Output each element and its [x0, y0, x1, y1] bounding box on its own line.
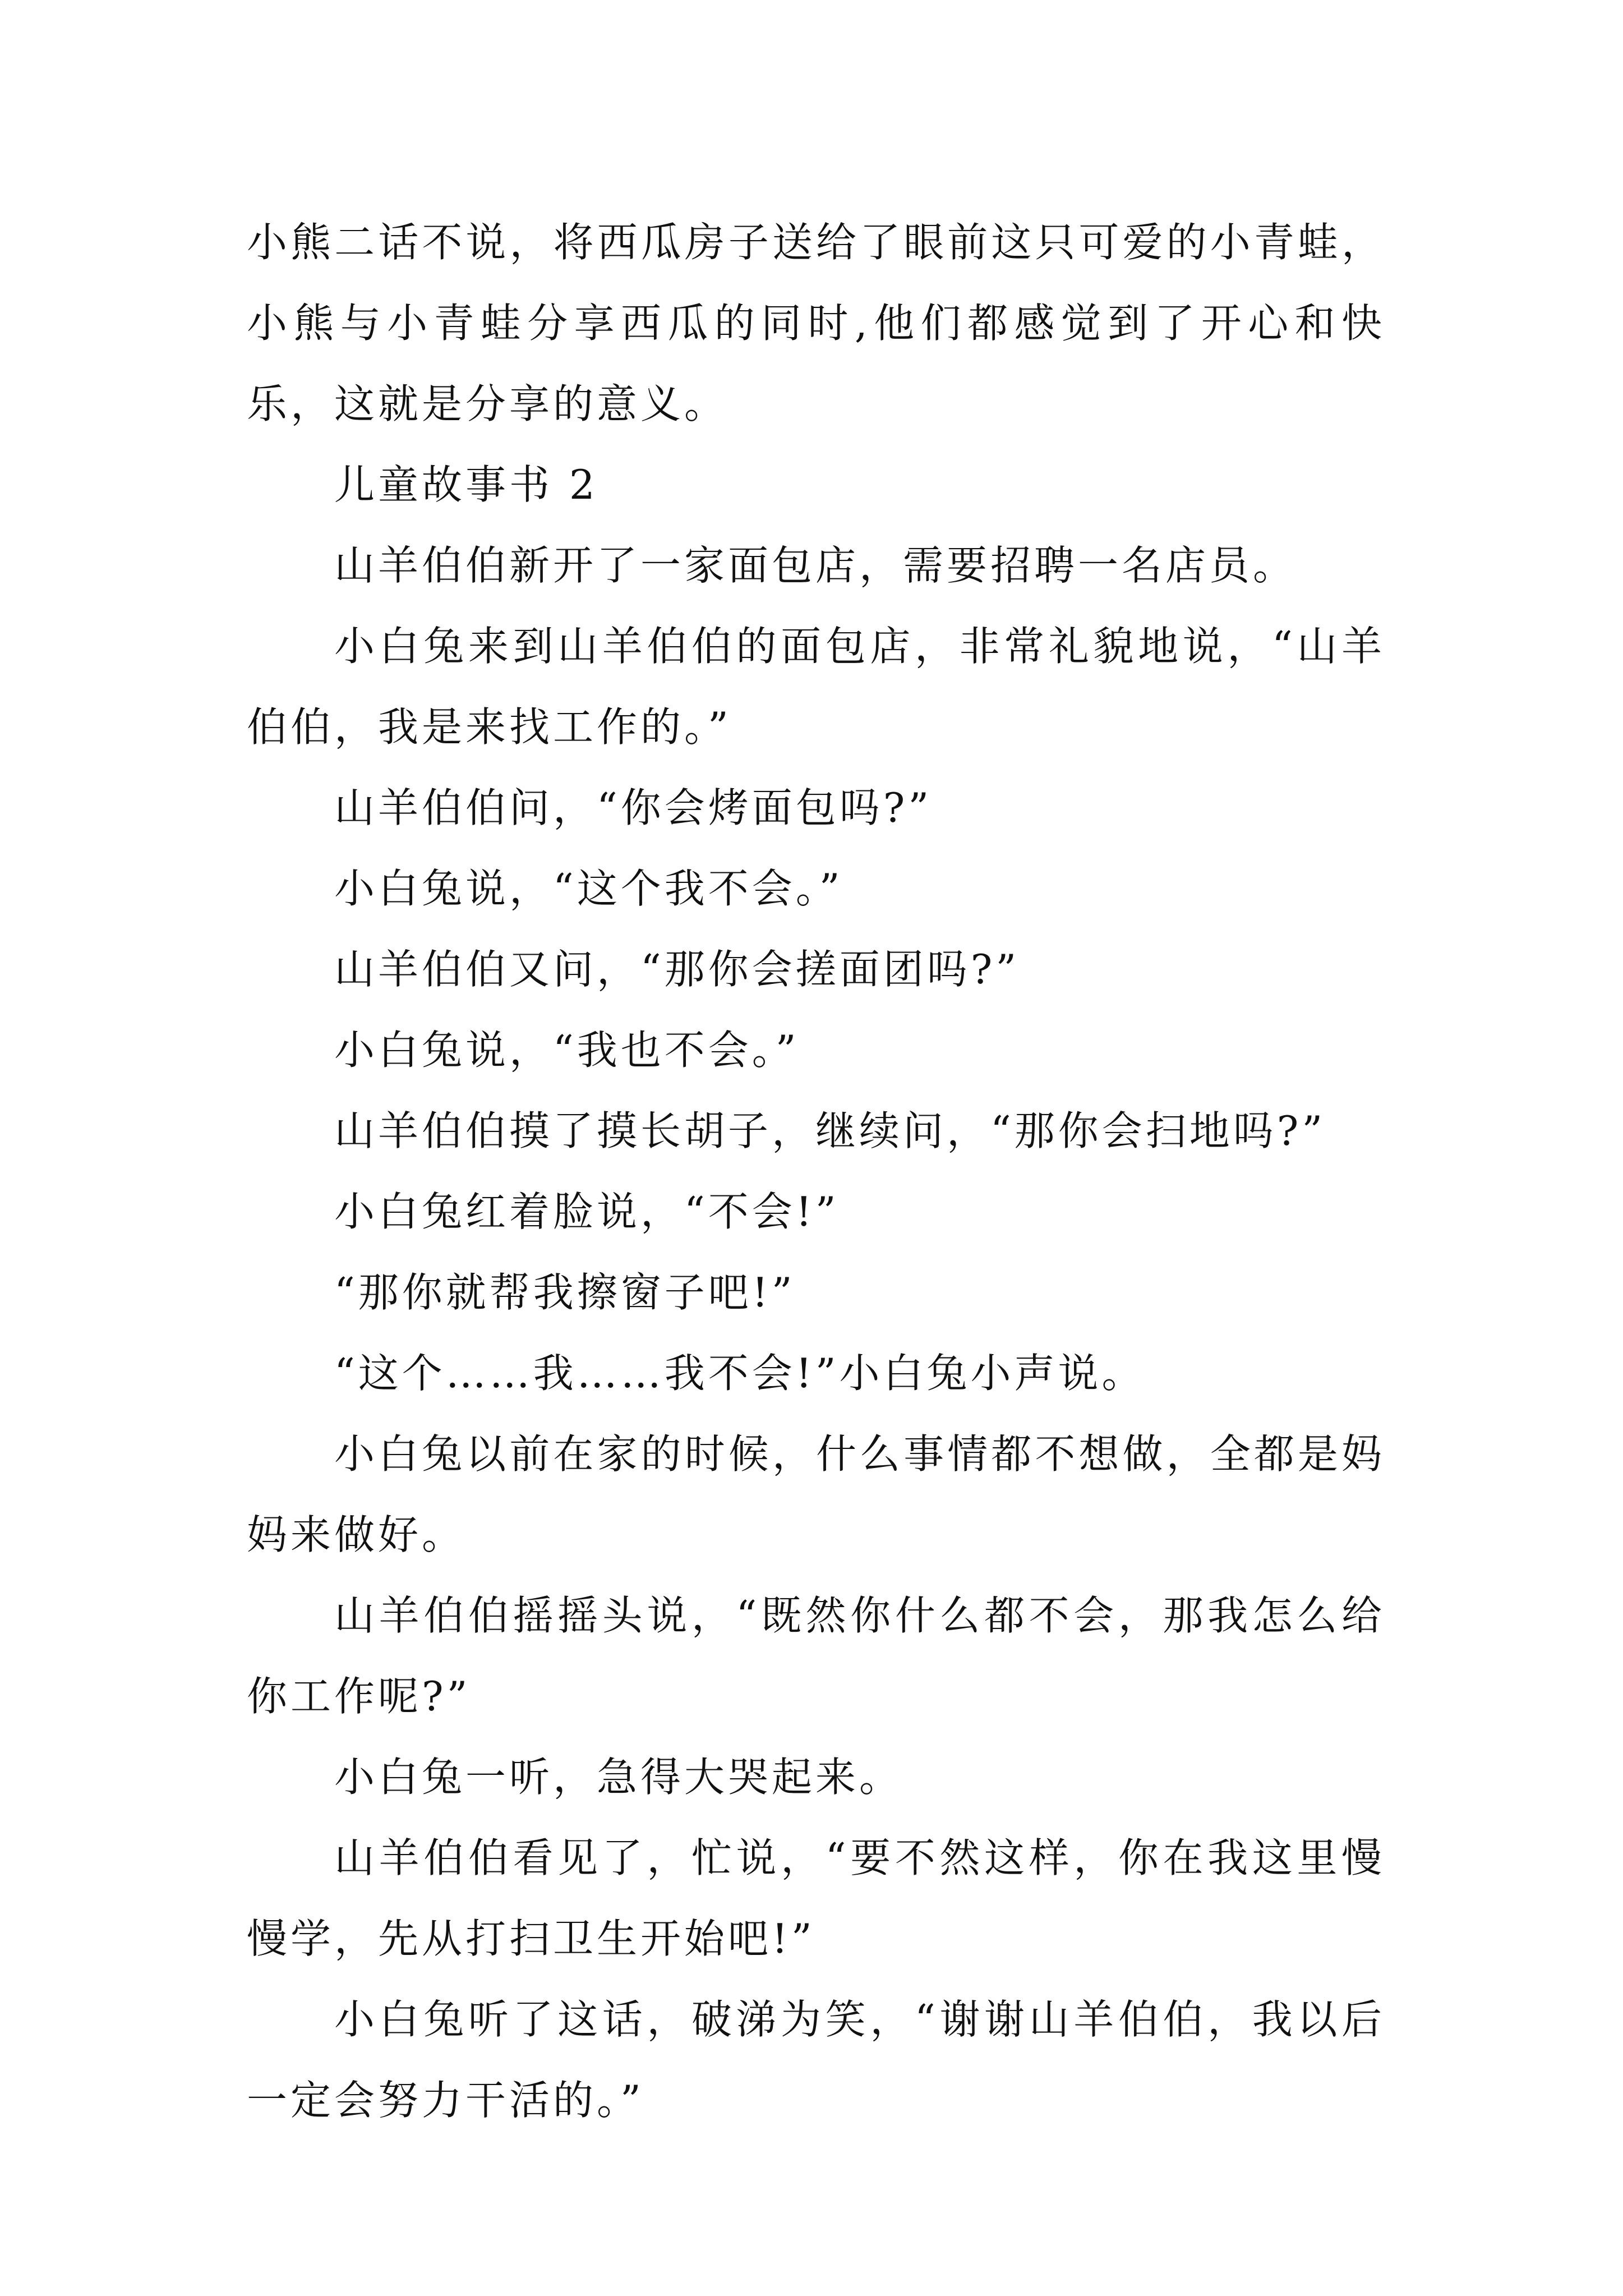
paragraph: 小白兔听了这话，破涕为笑，“谢谢山羊伯伯，我以后一定会努力干活的。”	[247, 1996, 1385, 2124]
story-text	[247, 202, 1385, 2141]
paragraph: 小白兔以前在家的时候，什么事情都不想做，全都是妈妈来做好。	[247, 1430, 1385, 1558]
paragraph: 山羊伯伯又问，“那你会搓面团吗?”	[334, 946, 1020, 993]
paragraph-continuation: 小熊二话不说，将西瓜房子送给了眼前这只可爱的小青蛙，小熊与小青蛙分享西瓜的同时,他们都感觉到了开心和快乐，这就是分享的意义。	[247, 219, 1385, 427]
story-title: 儿童故事书 2	[334, 461, 598, 508]
paragraph: 小白兔红着脸说，“不会!”	[334, 1188, 840, 1235]
paragraph: 小白兔一听，急得大哭起来。	[334, 1754, 903, 1801]
paragraph: 山羊伯伯摇摇头说，“既然你什么都不会，那我怎么给你工作呢?”	[247, 1592, 1385, 1720]
paragraph: 山羊伯伯问，“你会烤面包吗?”	[334, 784, 933, 831]
paragraph: “那你就帮我擦窗子吧!”	[334, 1269, 796, 1316]
paragraph: 山羊伯伯新开了一家面包店，需要招聘一名店员。	[334, 542, 1297, 589]
paragraph: 小白兔来到山羊伯伯的面包店，非常礼貌地说，“山羊伯伯，我是来找工作的。”	[247, 623, 1385, 751]
paragraph: 山羊伯伯看见了，忙说，“要不然这样，你在我这里慢慢学，先从打扫卫生开始吧!”	[247, 1834, 1385, 1962]
paragraph: “这个……我……我不会!”小白兔小声说。	[334, 1350, 1146, 1397]
paragraph: 山羊伯伯摸了摸长胡子，继续问，“那你会扫地吗?”	[334, 1107, 1326, 1154]
paragraph: 小白兔说，“这个我不会。”	[334, 865, 843, 912]
paragraph: 小白兔说，“我也不会。”	[334, 1027, 800, 1074]
